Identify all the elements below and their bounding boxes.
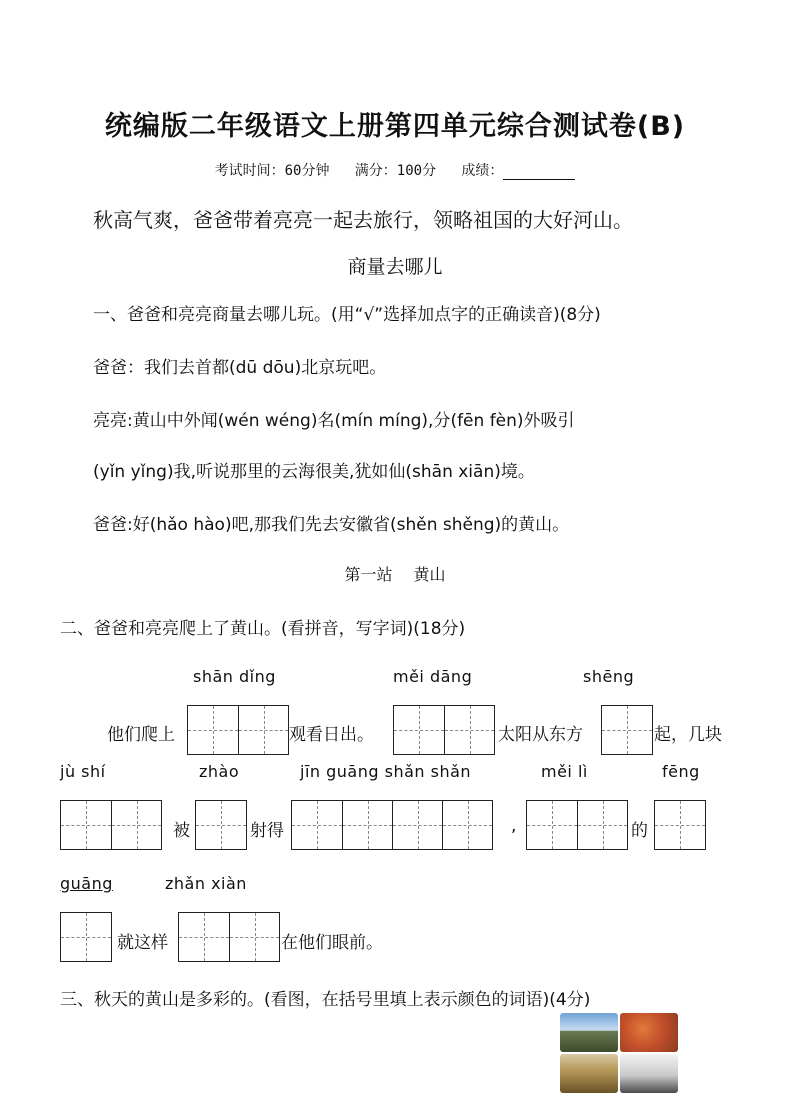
answer-box-mei-dang[interactable] [393, 705, 495, 755]
q1-prompt: 一、爸爸和亮亮商量去哪儿玩。(用“√”选择加点字的正确读音)(8分) [93, 305, 601, 325]
text-comma: , [511, 816, 517, 836]
writing-cell[interactable] [61, 801, 111, 849]
autumn-photos [560, 1013, 678, 1093]
text-jiu-zheyang: 就这样 [117, 933, 168, 953]
text-qi-jikuai: 起，几块 [654, 725, 722, 745]
writing-cell[interactable] [179, 913, 229, 961]
full-score: 满分：100分 [354, 163, 437, 179]
answer-box-feng[interactable] [654, 800, 706, 850]
score-label: 成绩： [461, 163, 504, 179]
pinyin-mei-dang: měi dāng [393, 667, 473, 686]
writing-cell[interactable] [444, 706, 494, 754]
exam-info [0, 160, 790, 180]
writing-cell[interactable] [442, 801, 492, 849]
photo-rock-arch [560, 1013, 618, 1052]
page-title: 统编版二年级语文上册第四单元综合测试卷(B) [104, 111, 686, 142]
q3-prompt: 三、秋天的黄山是多彩的。(看图，在括号里填上表示颜色的词语)(4分) [60, 990, 591, 1010]
answer-box-guang[interactable] [60, 912, 112, 962]
pinyin-feng: fēng [662, 762, 700, 781]
score-blank[interactable] [503, 165, 575, 180]
writing-cell[interactable] [188, 706, 238, 754]
answer-box-jin-guang-shan-shan[interactable] [291, 800, 493, 850]
photo-golden-grass [560, 1054, 618, 1093]
answer-box-mei-li[interactable] [526, 800, 628, 850]
writing-cell[interactable] [527, 801, 577, 849]
q1-line-2: 亮亮:黄山中外闻(wén wéng)名(mín míng),分(fēn fèn)外吸引 [93, 411, 575, 431]
exam-time: 考试时间：60分钟 [214, 163, 330, 179]
writing-cell[interactable] [655, 801, 705, 849]
pinyin-shan-ding: shān dǐng [193, 667, 276, 686]
text-she-de: 射得 [250, 821, 284, 841]
text-taiyang-cong-dongfang: 太阳从东方 [498, 725, 583, 745]
photo-misty-peaks [620, 1054, 678, 1093]
q1-line-4: 爸爸:好(hǎo hào)吧,那我们先去安徽省(shěn shěng)的黄山。 [93, 515, 570, 535]
photo-red-leaves [620, 1013, 678, 1052]
q1-line-1: 爸爸：我们去首都(dū dōu)北京玩吧。 [93, 358, 387, 378]
q2-prompt: 二、爸爸和亮亮爬上了黄山。(看拼音，写字词)(18分) [60, 619, 466, 639]
writing-cell[interactable] [342, 801, 392, 849]
text-guankan-richu: 观看日出。 [289, 725, 374, 745]
writing-cell[interactable] [577, 801, 627, 849]
text-bei: 被 [173, 821, 190, 841]
writing-cell[interactable] [238, 706, 288, 754]
pinyin-sheng: shēng [583, 667, 635, 686]
pinyin-zhan-xian: zhǎn xiàn [165, 874, 247, 893]
answer-box-zhao[interactable] [195, 800, 247, 850]
answer-box-ju-shi[interactable] [60, 800, 162, 850]
section-title: 商量去哪儿 [347, 256, 443, 278]
pinyin-ju-shi: jù shí [60, 762, 106, 781]
text-tamen-pa-shang: 他们爬上 [107, 725, 175, 745]
pinyin-jin-guang-shan-shan: jīn guāng shǎn shǎn [300, 762, 472, 781]
writing-cell[interactable] [602, 706, 652, 754]
writing-cell[interactable] [196, 801, 246, 849]
pinyin-zhao: zhào [199, 762, 240, 781]
writing-cell[interactable] [394, 706, 444, 754]
answer-box-sheng[interactable] [601, 705, 653, 755]
writing-cell[interactable] [292, 801, 342, 849]
q1-line-3: (yǐn yǐng)我,听说那里的云海很美,犹如仙(shān xiān)境。 [93, 462, 535, 482]
pinyin-guang: guāng [60, 874, 113, 893]
text-de: 的 [631, 821, 648, 841]
writing-cell[interactable] [61, 913, 111, 961]
writing-cell[interactable] [111, 801, 161, 849]
intro-text: 秋高气爽，爸爸带着亮亮一起去旅行，领略祖国的大好河山。 [93, 208, 633, 232]
writing-cell[interactable] [229, 913, 279, 961]
pinyin-mei-li: měi lì [541, 762, 588, 781]
answer-box-zhan-xian[interactable] [178, 912, 280, 962]
answer-box-shan-ding[interactable] [187, 705, 289, 755]
writing-cell[interactable] [392, 801, 442, 849]
station-heading: 第一站 黄山 [344, 565, 446, 584]
text-zai-tamen-yanqian: 在他们眼前。 [281, 933, 383, 953]
